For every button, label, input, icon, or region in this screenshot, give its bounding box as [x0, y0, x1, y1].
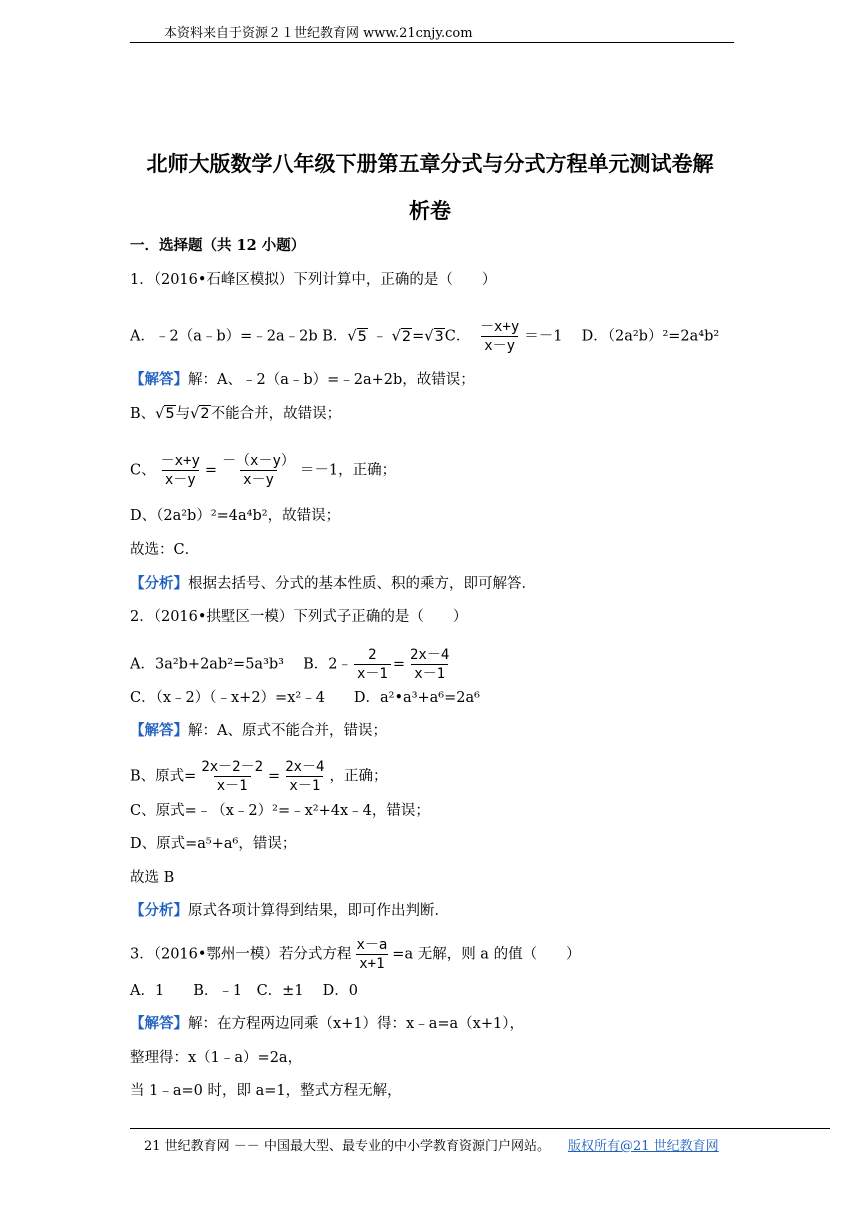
q1-stem: 1．（2016•石峰区模拟）下列计算中，正确的是（ ）: [130, 272, 497, 288]
q3-answer-line3: 当 1﹣a=0 时，即 a=1，整式方程无解，: [130, 1083, 402, 1099]
section-heading: 一．选择题（共 12 小题）: [130, 237, 306, 254]
q2-options-ab: A．3a²b+2ab²=5a³b³ B．2﹣ $\frac{2}{x-1}$ = $\frac{2x-4}{x-1}$: [130, 647, 450, 682]
header-text: 本资料来自于资源２１世纪教育网 www.21cnjy.com: [164, 26, 473, 41]
doc-title-line2: 析卷: [409, 198, 451, 223]
q2-choose: 故选 B: [130, 870, 175, 886]
footer-copyright-link[interactable]: 版权所有@21 世纪教育网: [568, 1139, 719, 1154]
q1-fraction: $\frac{-x+y}{x-y}$: [479, 319, 520, 354]
q3-answer-line1: 【解答】解：在方程两边同乘（x+1）得：x﹣a=a（x+1），: [130, 1015, 524, 1032]
q1-option-d: D．（2a²b）²=2a⁴b²: [581, 328, 720, 345]
q1-answer-line3: C、 $\frac{-x+y}{x-y}$ = $\frac{-(x-y)}{x-y}$ ＝－1，正确；: [130, 453, 397, 488]
sqrt-sign: √2: [391, 328, 412, 345]
q1-answer-line2: B、√5与√2不能合并，故错误；: [130, 406, 342, 422]
q1-options: A．﹣2（a﹣b）=﹣2a﹣2b B．√5 ﹣ √2=√3C． $\frac{-x+y}{x-y}$ ＝－1 D．（2a²b）²=2a⁴b²: [130, 319, 720, 354]
q3-answer-line2: 整理得：x（1﹣a）=2a，: [130, 1050, 303, 1066]
q1-answer-line1: 【解答】解：A、﹣2（a﹣b）=﹣2a+2b，故错误；: [130, 371, 475, 388]
analysis-tag: 【分析】: [130, 575, 188, 592]
page-footer: [130, 1128, 830, 1154]
q1-option-a: A．﹣2（a﹣b）=﹣2a﹣2b B．: [130, 328, 348, 345]
sqrt-sign: √3: [424, 328, 444, 345]
q2-stem: 2．（2016•拱墅区一模）下列式子正确的是（ ）: [130, 609, 468, 625]
sqrt-sign: √5: [347, 328, 367, 345]
q2-answer-line3: C、原式=﹣（x﹣2）²=﹣x²+4x﹣4，错误；: [130, 803, 430, 819]
footer-text: 21 世纪教育网 －－ 中国最大型、最专业的中小学教育资源门户网站。: [144, 1139, 550, 1154]
q2-answer-line4: D、原式=a⁵+a⁶，错误；: [130, 836, 297, 852]
q2-options-cd: C．（x﹣2）（﹣x+2）=x²﹣4 D．a²•a³+a⁶=2a⁶: [130, 690, 480, 706]
q1-choose: 故选：C．: [130, 542, 200, 558]
q3-stem: 3．（2016•鄂州一模）若分式方程 $\frac{x-a}{x+1}$ =a 无解，则 a 的值（ ）: [130, 937, 581, 972]
q1-analysis: 【分析】根据去括号、分式的基本性质、积的乘方，即可解答．: [130, 575, 536, 592]
answer-tag: 【解答】: [130, 371, 188, 388]
q2-analysis: 【分析】原式各项计算得到结果，即可作出判断．: [130, 902, 449, 919]
q1-answer-line4: D、（2a²b）²=4a⁴b²，故错误；: [130, 508, 341, 524]
q2-answer-line1: 【解答】解：A、原式不能合并，错误；: [130, 722, 387, 739]
page-header: [130, 20, 734, 43]
q2-answer-line2: B、原式= $\frac{2x-2-2}{x-1}$ = $\frac{2x-4}{x-1}$ ，正确；: [130, 759, 388, 794]
doc-title-line1: 北师大版数学八年级下册第五章分式与分式方程单元测试卷解: [146, 151, 714, 176]
q3-options: A．1 B．﹣1 C．±1 D．0: [130, 983, 359, 999]
